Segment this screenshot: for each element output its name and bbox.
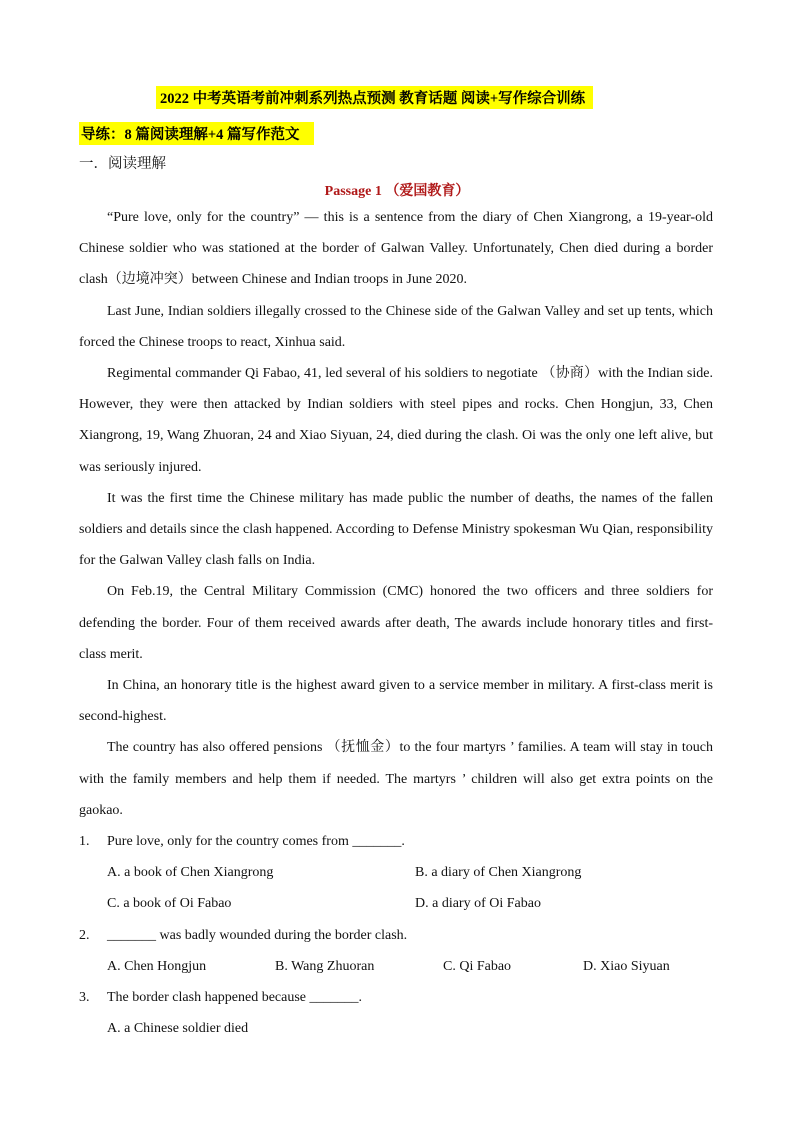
paragraph: Last June, Indian soldiers illegally crossed to the Chinese side of the Galwan Valley and set up tents, which forced the Chinese troops to react, Xinhua said.	[79, 303, 713, 350]
paragraph: “Pure love, only for the country” — this is a sentence from the diary of Chen Xiangrong, a 19-year-old Chinese soldier who was stationed at the border of Galwan Valley. Unfortunately, Chen died during a border clash（边境冲突）between Chinese and Indian troops in June 2020.	[79, 210, 713, 288]
question-stem: _______ was badly wounded during the border clash.	[107, 927, 408, 943]
option-a: A. a book of Chen Xiangrong	[107, 865, 274, 881]
question-number: 1.	[79, 834, 90, 849]
section-heading: 一．阅读理解	[79, 156, 166, 172]
paragraph: Regimental commander Qi Fabao, 41, led several of his soldiers to negotiate （协商）with the Indian side. However, they were then attacked by Indian soldiers with steel pipes and rocks. Chen Hongjun, 33, Chen Xiangrong, 19, Wang Zhuoran, 24 and Xiao Siyuan, 24, died during the clash. Oi was the only one left alive, but was seriously injured.	[79, 366, 713, 475]
option-b: B. Wang Zhuoran	[275, 958, 375, 974]
option-b: B. a diary of Chen Xiangrong	[415, 865, 582, 881]
passage-title: Passage 1 （爱国教育）	[324, 184, 470, 199]
paragraph: On Feb.19, the Central Military Commission (CMC) honored the two officers and three soldiers for defending the border. Four of them received awards after death, The awards include honorary titles and first-class merit.	[79, 584, 713, 662]
option-d: D. Xiao Siyuan	[583, 958, 670, 974]
option-a: A. a Chinese soldier died	[107, 1021, 249, 1037]
question-3	[79, 982, 713, 1013]
document-title: 2022 中考英语考前冲刺系列热点预测 教育话题 阅读+写作综合训练	[156, 86, 593, 109]
option-row	[79, 951, 713, 982]
question-number: 2.	[79, 927, 90, 943]
option-row	[79, 888, 713, 919]
paragraph: It was the first time the Chinese military has made public the number of deaths, the names of the fallen soldiers and details since the clash happened. According to Defense Ministry spokesman Wu Qian, responsibility for the Galwan Valley clash falls on India.	[79, 490, 713, 569]
paragraph: The country has also offered pensions （抚恤金）to the four martyrs ’ families. A team will stay in touch with the family members and help them if needed. The martyrs ’ children will also get extra points on the gaokao.	[79, 740, 713, 818]
option-a: A. Chen Hongjun	[107, 958, 207, 974]
option-d: D. a diary of Oi Fabao	[415, 896, 541, 912]
option-row	[79, 1013, 713, 1044]
option-c: C. Qi Fabao	[443, 958, 512, 974]
question-list	[79, 826, 713, 1044]
question-1	[79, 826, 713, 857]
passage-body	[79, 202, 713, 826]
option-row	[79, 857, 713, 888]
question-stem: Pure love, only for the country comes from _______.	[107, 834, 405, 849]
question-number: 3.	[79, 990, 90, 1006]
paragraph: In China, an honorary title is the highest award given to a service member in military. A first-class merit is second-highest.	[79, 678, 713, 725]
document-subtitle: 导练：8 篇阅读理解+4 篇写作范文	[79, 122, 314, 145]
question-stem: The border clash happened because _______.	[107, 990, 363, 1006]
option-c: C. a book of Oi Fabao	[107, 896, 232, 912]
question-2	[79, 920, 713, 951]
